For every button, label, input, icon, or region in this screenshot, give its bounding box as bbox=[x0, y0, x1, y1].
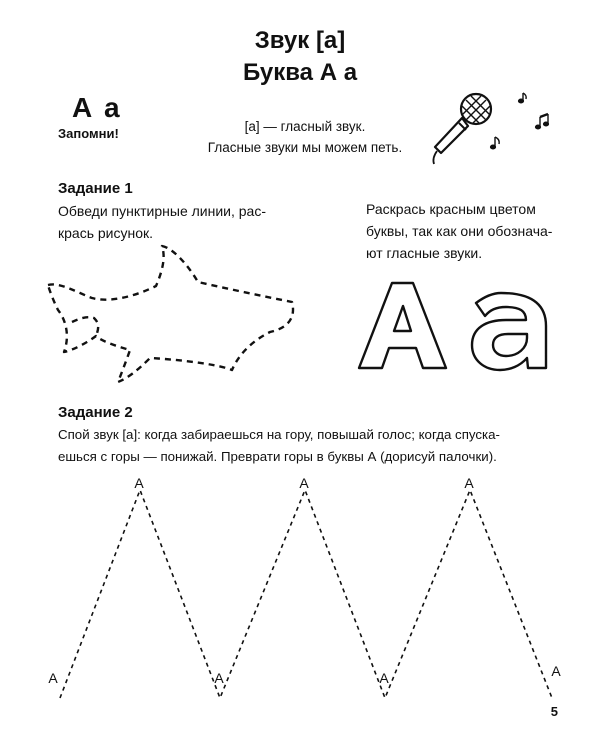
page-number: 5 bbox=[550, 704, 558, 719]
mountain-label-4: А bbox=[299, 475, 309, 491]
task2-heading: Задание 2 bbox=[58, 404, 133, 421]
page-title-line2: Буква А а bbox=[242, 59, 358, 86]
mountain-label-3: А bbox=[214, 670, 224, 686]
mountain-label-2: А bbox=[134, 475, 144, 491]
vowel-info-line2: Гласные звуки мы можем петь. bbox=[207, 140, 403, 155]
task1-heading: Задание 1 bbox=[58, 180, 133, 197]
color-task-line1: Раскрась красным цветом bbox=[366, 201, 536, 217]
remember-label: Запомни! bbox=[58, 126, 119, 141]
color-task-line2: буквы, так как они обозначa- bbox=[366, 223, 553, 239]
mountain-label-6: А bbox=[464, 475, 474, 491]
vowel-info-line1: [а] — гласный звук. bbox=[244, 119, 366, 134]
task1-line2: крась рисунок. bbox=[58, 225, 154, 241]
task1-line1: Обведи пунктирные линии, рас- bbox=[58, 203, 267, 219]
mountain-label-1: А bbox=[48, 670, 58, 686]
task2-line2: ешься с горы — понижай. Преврати горы в буквы А (дорисуй палочки). bbox=[58, 449, 497, 464]
letter-pair: А а bbox=[72, 92, 122, 123]
mountain-label-5: А bbox=[379, 670, 389, 686]
mountain-label-7: А bbox=[551, 663, 561, 679]
page-title-line1: Звук [а] bbox=[254, 27, 346, 54]
task2-line1: Спой звук [а]: когда забираешься на гору, повышай голос; когда спуска- bbox=[58, 427, 500, 442]
color-task-line3: ют гласные звуки. bbox=[366, 245, 483, 261]
